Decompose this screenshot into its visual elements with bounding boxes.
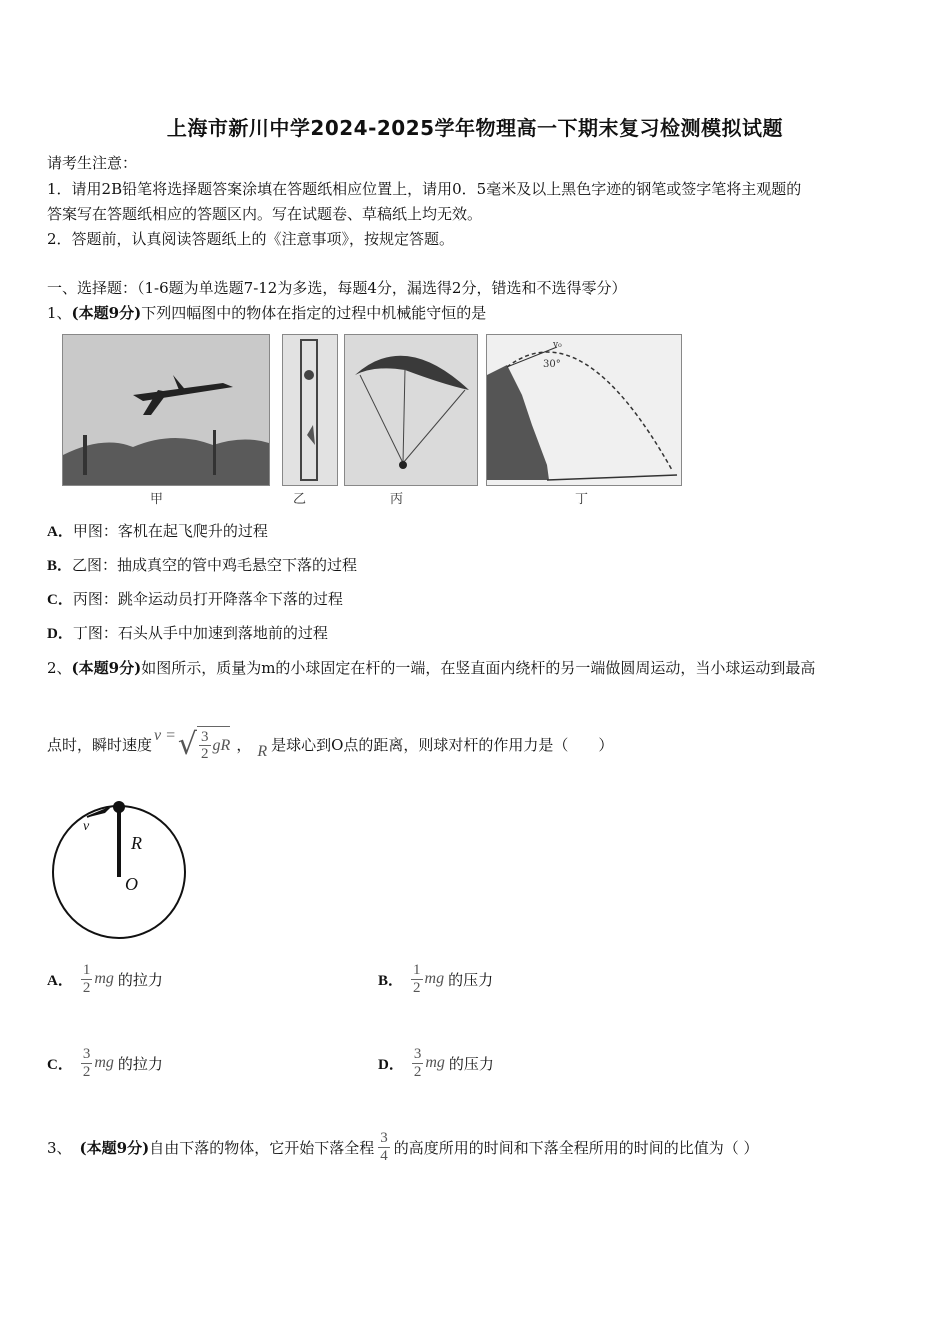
- q2-option-c: [47, 1046, 163, 1080]
- q2-option-c-num: 3: [82, 1046, 91, 1062]
- q2-R-label: R: [257, 743, 268, 760]
- q2-stem-line2: 点时，瞬时速度 v = √ $\frac{3}{2}$ gR ， R 是球心到O点的距离，则球对杆的作用力是（ ）: [47, 726, 614, 762]
- q1-v-label: v₀: [553, 340, 562, 350]
- q1-image-tube: [282, 334, 338, 486]
- q2-option-c-den: 2: [82, 1063, 91, 1080]
- q1-number: 1、: [47, 304, 72, 322]
- q2-gR: gR: [212, 736, 231, 754]
- q2-diagram-R: R: [131, 833, 142, 853]
- q2-number: 2、: [47, 659, 72, 677]
- q3-number: 3、: [47, 1138, 72, 1157]
- parachute-illustration: [345, 335, 477, 485]
- ball-icon: [113, 801, 125, 813]
- q1-stem: [47, 302, 486, 323]
- q2-option-c-text: 的拉力: [117, 1054, 163, 1073]
- q2-option-d-letter: D．: [378, 1056, 404, 1073]
- q3-frac-num: 3: [380, 1130, 388, 1146]
- q1-option-b-text: 乙图：抽成真空的管中鸡毛悬空下落的过程: [72, 556, 358, 574]
- q2-option-b-mg: mg: [424, 970, 445, 987]
- q2-option-d-mg: mg: [425, 1054, 445, 1071]
- q2-v-eq: v =: [154, 727, 176, 744]
- q2-text-2a: 点时，瞬时速度: [47, 735, 153, 754]
- section-heading: 一、选择题：（1-6题为单选题7-12为多选，每题4分，漏选得2分，错选和不选得零分）: [47, 279, 627, 297]
- notice-line-2: 2．答题前，认真阅读答题纸上的《注意事项》，按规定答题。: [47, 230, 455, 248]
- notice-line-1a: 1．请用2B铅笔将选择题答案涂填在答题纸相应位置上，请用0．5毫米及以上黑色字迹的钢笔或签字笔将主观题的: [47, 180, 802, 198]
- q3-text-a: 自由下落的物体，它开始下落全程: [149, 1138, 375, 1157]
- q2-option-b-den: 2: [413, 979, 421, 996]
- q1-image-projectile: [486, 334, 682, 486]
- q2-option-a-num: 1: [82, 962, 91, 978]
- q1-option-a-text: 甲图：客机在起飞爬升的过程: [72, 522, 268, 540]
- q2-option-d: [378, 1046, 494, 1080]
- vacuum-tube-illustration: [283, 335, 337, 485]
- q2-points: (本题9分): [71, 659, 142, 677]
- q1-option-a: [47, 520, 268, 541]
- q2-option-c-mg: mg: [94, 1054, 114, 1071]
- q1-caption-jia: 甲: [150, 492, 164, 507]
- q1-option-d-letter: D．: [47, 626, 73, 642]
- q2-option-b-letter: B．: [378, 972, 404, 989]
- q3-stem: [47, 1130, 758, 1164]
- q1-option-b-letter: B．: [47, 558, 73, 574]
- q1-caption-yi: 乙: [293, 492, 307, 507]
- q2-diagram-v: v: [83, 819, 90, 834]
- q2-stem-line1: [47, 657, 815, 678]
- q2-sqrt-content: [197, 726, 230, 763]
- q1-image-plane: [62, 334, 270, 486]
- q1-points: (本题9分): [71, 304, 142, 322]
- projectile-illustration: [487, 335, 681, 485]
- q2-circle-diagram: [45, 795, 193, 945]
- q1-image-parachute: [344, 334, 478, 486]
- q2-option-a-letter: A．: [47, 972, 73, 989]
- q3-points: (本题9分): [79, 1138, 150, 1157]
- q1-option-a-letter: A．: [47, 524, 73, 540]
- q2-option-a-mg: mg: [94, 970, 114, 987]
- q2-text-1: 如图所示，质量为m的小球固定在杆的一端，在竖直面内绕杆的另一端做圆周运动，当小球运动到最高: [141, 659, 816, 677]
- q2-option-a-den: 2: [82, 979, 91, 996]
- q1-option-b: [47, 554, 357, 575]
- q1-option-d: [47, 622, 328, 643]
- q3-text-b: 的高度所用的时间和下落全程所用的时间的比值为（ ）: [393, 1138, 759, 1157]
- q1-option-c-letter: C．: [47, 592, 73, 608]
- q1-option-c-text: 丙图：跳伞运动员打开降落伞下落的过程: [72, 590, 343, 608]
- q2-option-b-num: 1: [413, 962, 421, 978]
- q2-frac-den: 2: [201, 746, 209, 762]
- q2-option-c-letter: C．: [47, 1056, 73, 1073]
- notice-heading: 请考生注意：: [47, 154, 138, 172]
- notice-line-1b: 答案写在答题纸相应的答题区内。写在试题卷、草稿纸上均无效。: [47, 205, 483, 223]
- q1-caption-ding: 丁: [575, 492, 589, 507]
- q1-text: 下列四幅图中的物体在指定的过程中机械能守恒的是: [141, 304, 487, 322]
- q1-option-c: [47, 588, 343, 609]
- q2-option-b: [378, 962, 493, 996]
- q2-option-d-num: 3: [413, 1046, 422, 1062]
- q1-angle-label: 30°: [543, 359, 561, 370]
- q2-diagram-O: O: [125, 874, 138, 894]
- q2-frac-num: 3: [201, 728, 209, 745]
- q1-caption-bing: 丙: [390, 492, 404, 507]
- q2-option-a: [47, 962, 163, 996]
- q2-option-d-text: 的压力: [448, 1054, 494, 1073]
- q2-option-a-text: 的拉力: [117, 970, 163, 989]
- q2-option-d-den: 2: [413, 1063, 422, 1080]
- page-title: 上海市新川中学2024-2025学年物理高一下期末复习检测模拟试题: [166, 116, 784, 140]
- q2-option-b-text: 的压力: [448, 970, 494, 989]
- airplane-illustration: [63, 335, 269, 485]
- sqrt-icon: √: [177, 726, 198, 762]
- q1-option-d-text: 丁图：石头从手中加速到落地前的过程: [72, 624, 328, 642]
- q3-frac-den: 4: [380, 1147, 388, 1164]
- q2-text-2b: 是球心到O点的距离，则球对杆的作用力是（ ）: [271, 735, 614, 754]
